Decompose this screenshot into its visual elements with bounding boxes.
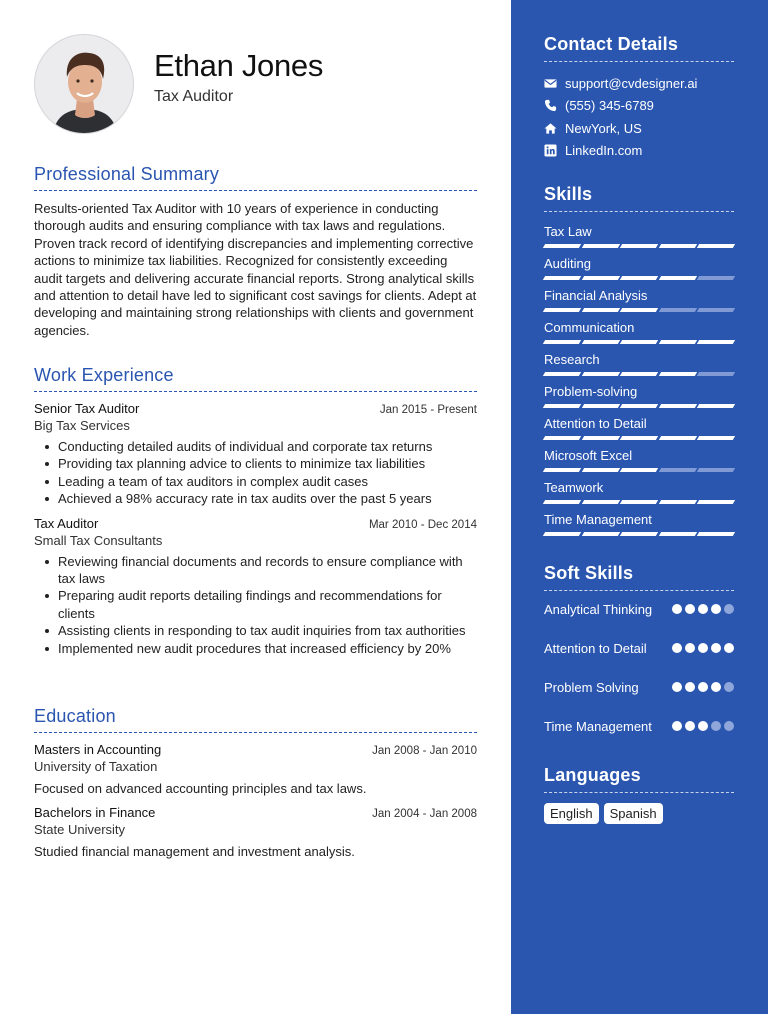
- skill-segment-filled: [620, 244, 658, 248]
- skill-item: [544, 382, 734, 414]
- skill-level-bar: [544, 468, 734, 472]
- skill-segment-filled: [659, 340, 697, 344]
- contact-phone-text: (555) 345-6789: [565, 98, 654, 114]
- skill-segment-filled: [543, 436, 581, 440]
- soft-skill-rating: [672, 604, 734, 614]
- skill-segment-filled: [543, 404, 581, 408]
- skill-segment-filled: [543, 500, 581, 504]
- rating-dot-filled: [672, 682, 682, 692]
- skill-segment-filled: [697, 404, 735, 408]
- job-bullet: Implemented new audit procedures that increased efficiency by 20%: [34, 640, 477, 657]
- skill-item: [544, 414, 734, 446]
- rating-dot-filled: [685, 721, 695, 731]
- rating-dot-filled: [698, 682, 708, 692]
- skill-item: [544, 222, 734, 254]
- job-company: Big Tax Services: [34, 418, 130, 433]
- skill-segment-filled: [620, 468, 658, 472]
- skill-segment-filled: [543, 372, 581, 376]
- soft-skill-rating: [672, 643, 734, 653]
- resume-header: [34, 0, 477, 160]
- rating-dot-filled: [685, 682, 695, 692]
- rating-dot-filled: [711, 604, 721, 614]
- summary-heading: Professional Summary: [34, 164, 477, 191]
- soft-skills-heading: Soft Skills: [544, 563, 734, 591]
- education-entry: [34, 742, 477, 796]
- skill-segment-empty: [697, 372, 735, 376]
- job-entry: [34, 401, 477, 508]
- rating-dot-filled: [698, 721, 708, 731]
- rating-dot-empty: [724, 721, 734, 731]
- rating-dot-filled: [698, 604, 708, 614]
- job-bullet: Reviewing financial documents and records to ensure compliance with tax laws: [34, 553, 477, 588]
- skill-segment-filled: [581, 500, 619, 504]
- job-bullet: Conducting detailed audits of individual and corporate tax returns: [34, 438, 477, 455]
- soft-skill-name: Problem Solving: [544, 680, 639, 695]
- school-name: State University: [34, 822, 126, 837]
- skill-segment-filled: [659, 276, 697, 280]
- skill-item: [544, 510, 734, 542]
- skill-segment-filled: [697, 436, 735, 440]
- soft-skill-item: [544, 718, 734, 753]
- summary-text: Results-oriented Tax Auditor with 10 years of experience in conducting thorough audits and ensuring compliance with tax laws and regulations. Proven track record of identifying discrepancies and implementing corrective actions to minimize tax liabilities. Recognized for consistently exceeding audit targets and delivering accurate financial reports. Strong analytical skills and attention to detail have led to significant cost savings for clients. Adept at developing and maintaining strong relationships with clients and government agencies.: [34, 201, 477, 338]
- education-entry: [34, 805, 477, 859]
- envelope-icon: [544, 77, 557, 90]
- rating-dot-empty: [711, 721, 721, 731]
- rating-dot-filled: [685, 604, 695, 614]
- languages-section: [544, 765, 734, 824]
- skill-item: [544, 318, 734, 350]
- phone-icon: [544, 99, 557, 112]
- skill-name: Research: [544, 352, 600, 367]
- contact-location-text: NewYork, US: [565, 120, 642, 136]
- linkedin-icon: [544, 144, 557, 157]
- skill-level-bar: [544, 436, 734, 440]
- skill-segment-filled: [620, 500, 658, 504]
- skill-segment-filled: [620, 404, 658, 408]
- skill-level-bar: [544, 244, 734, 248]
- skill-segment-filled: [620, 340, 658, 344]
- skill-segment-filled: [581, 468, 619, 472]
- skill-segment-filled: [543, 276, 581, 280]
- education-section: [34, 706, 477, 868]
- skill-segment-filled: [659, 500, 697, 504]
- sidebar: [511, 0, 768, 1014]
- skill-segment-filled: [697, 500, 735, 504]
- contact-section: [544, 34, 734, 162]
- avatar: [34, 34, 134, 134]
- work-section: [34, 365, 477, 665]
- skill-segment-filled: [543, 532, 581, 536]
- skill-segment-filled: [659, 404, 697, 408]
- skill-segment-filled: [543, 340, 581, 344]
- soft-skill-rating: [672, 721, 734, 731]
- rating-dot-empty: [724, 682, 734, 692]
- skill-segment-filled: [659, 532, 697, 536]
- skill-segment-filled: [697, 340, 735, 344]
- school-name: University of Taxation: [34, 759, 158, 774]
- skill-level-bar: [544, 372, 734, 376]
- job-title: Senior Tax Auditor: [34, 401, 140, 416]
- home-icon: [544, 122, 557, 135]
- language-badge: Spanish: [604, 803, 663, 824]
- skill-segment-filled: [543, 308, 581, 312]
- skill-level-bar: [544, 276, 734, 280]
- job-date: Mar 2010 - Dec 2014: [368, 518, 477, 531]
- rating-dot-filled: [724, 643, 734, 653]
- skill-segment-empty: [697, 468, 735, 472]
- soft-skill-item: [544, 679, 734, 714]
- skill-name: Financial Analysis: [544, 288, 648, 303]
- skills-list: [544, 222, 734, 542]
- education-description: Studied financial management and investment analysis.: [34, 844, 355, 859]
- degree-title: Masters in Accounting: [34, 742, 162, 757]
- skill-item: [544, 350, 734, 382]
- skill-segment-filled: [581, 532, 619, 536]
- skill-segment-empty: [697, 276, 735, 280]
- rating-dot-filled: [711, 643, 721, 653]
- skill-item: [544, 478, 734, 510]
- skill-segment-filled: [581, 372, 619, 376]
- skill-item: [544, 446, 734, 478]
- skill-segment-empty: [659, 308, 697, 312]
- skill-name: Time Management: [544, 512, 652, 527]
- skill-segment-filled: [659, 436, 697, 440]
- skills-heading: Skills: [544, 184, 734, 212]
- skill-segment-filled: [659, 372, 697, 376]
- job-bullet: Providing tax planning advice to clients to minimize tax liabilities: [34, 455, 477, 472]
- skill-segment-empty: [697, 308, 735, 312]
- skill-name: Microsoft Excel: [544, 448, 633, 463]
- skill-segment-filled: [620, 308, 658, 312]
- skill-segment-filled: [543, 468, 581, 472]
- skill-segment-filled: [581, 308, 619, 312]
- skill-item: [544, 254, 734, 286]
- job-entry: [34, 516, 477, 657]
- summary-section: [34, 164, 477, 339]
- job-bullet: Achieved a 98% accuracy rate in tax audits over the past 5 years: [34, 490, 477, 507]
- skill-segment-filled: [620, 532, 658, 536]
- skill-segment-empty: [659, 468, 697, 472]
- rating-dot-filled: [698, 643, 708, 653]
- education-heading: Education: [34, 706, 477, 733]
- soft-skill-name: Time Management: [544, 719, 652, 734]
- job-date: Jan 2015 - Present: [379, 404, 477, 416]
- degree-title: Bachelors in Finance: [34, 805, 156, 820]
- skill-segment-filled: [697, 244, 735, 248]
- contact-location: [544, 117, 734, 140]
- rating-dot-filled: [685, 643, 695, 653]
- job-bullets: [34, 438, 477, 508]
- skill-level-bar: [544, 532, 734, 536]
- soft-skills-section: [544, 563, 734, 757]
- education-description: Focused on advanced accounting principles and tax laws.: [34, 781, 367, 796]
- job-bullet: Assisting clients in responding to tax audit inquiries from tax authorities: [34, 622, 477, 639]
- skill-item: [544, 286, 734, 318]
- contact-linkedin-text: LinkedIn.com: [565, 143, 643, 159]
- job-bullet: Preparing audit reports detailing findings and recommendations for clients: [34, 587, 477, 622]
- education-date: Jan 2004 - Jan 2008: [372, 808, 477, 820]
- job-title: Tax Auditor: [34, 515, 99, 531]
- skill-level-bar: [544, 500, 734, 504]
- skill-segment-filled: [581, 244, 619, 248]
- rating-dot-empty: [724, 604, 734, 614]
- work-heading: Work Experience: [34, 365, 477, 392]
- skill-segment-filled: [581, 340, 619, 344]
- job-bullets: [34, 553, 477, 657]
- language-list: [544, 803, 734, 824]
- candidate-name: Ethan Jones: [154, 48, 324, 83]
- soft-skill-name: Analytical Thinking: [544, 602, 653, 617]
- skill-name: Communication: [544, 320, 635, 335]
- contact-heading: Contact Details: [544, 34, 734, 62]
- contact-phone[interactable]: [544, 95, 734, 118]
- job-company: Small Tax Consultants: [34, 532, 163, 548]
- skill-level-bar: [544, 404, 734, 408]
- rating-dot-filled: [672, 604, 682, 614]
- skill-name: Teamwork: [544, 480, 604, 495]
- skill-level-bar: [544, 308, 734, 312]
- skill-name: Problem-solving: [544, 384, 638, 399]
- skill-segment-filled: [620, 276, 658, 280]
- skill-segment-filled: [620, 372, 658, 376]
- skill-level-bar: [544, 340, 734, 344]
- contact-linkedin[interactable]: [544, 140, 734, 163]
- skill-segment-filled: [697, 532, 735, 536]
- avatar-photo: [35, 35, 134, 134]
- soft-skill-name: Attention to Detail: [544, 641, 647, 656]
- rating-dot-filled: [711, 682, 721, 692]
- soft-skill-item: [544, 640, 734, 675]
- languages-heading: Languages: [544, 765, 734, 793]
- contact-email[interactable]: [544, 72, 734, 95]
- skill-name: Tax Law: [544, 224, 592, 239]
- skill-segment-filled: [581, 436, 619, 440]
- job-bullet: Leading a team of tax auditors in complex audit cases: [34, 473, 477, 490]
- skill-segment-filled: [581, 404, 619, 408]
- skill-segment-filled: [659, 244, 697, 248]
- skills-section: [544, 184, 734, 542]
- skill-segment-filled: [620, 436, 658, 440]
- skill-name: Auditing: [544, 256, 591, 271]
- soft-skill-rating: [672, 682, 734, 692]
- soft-skill-item: [544, 601, 734, 636]
- rating-dot-filled: [672, 721, 682, 731]
- language-badge: English: [544, 803, 599, 824]
- candidate-title: Tax Auditor: [154, 88, 234, 105]
- education-date: Jan 2008 - Jan 2010: [372, 745, 477, 757]
- contact-email-text: support@cvdesigner.ai: [565, 75, 698, 91]
- skill-segment-filled: [543, 244, 581, 248]
- soft-skills-list: [544, 601, 734, 753]
- skill-name: Attention to Detail: [544, 416, 647, 431]
- rating-dot-filled: [672, 643, 682, 653]
- skill-segment-filled: [581, 276, 619, 280]
